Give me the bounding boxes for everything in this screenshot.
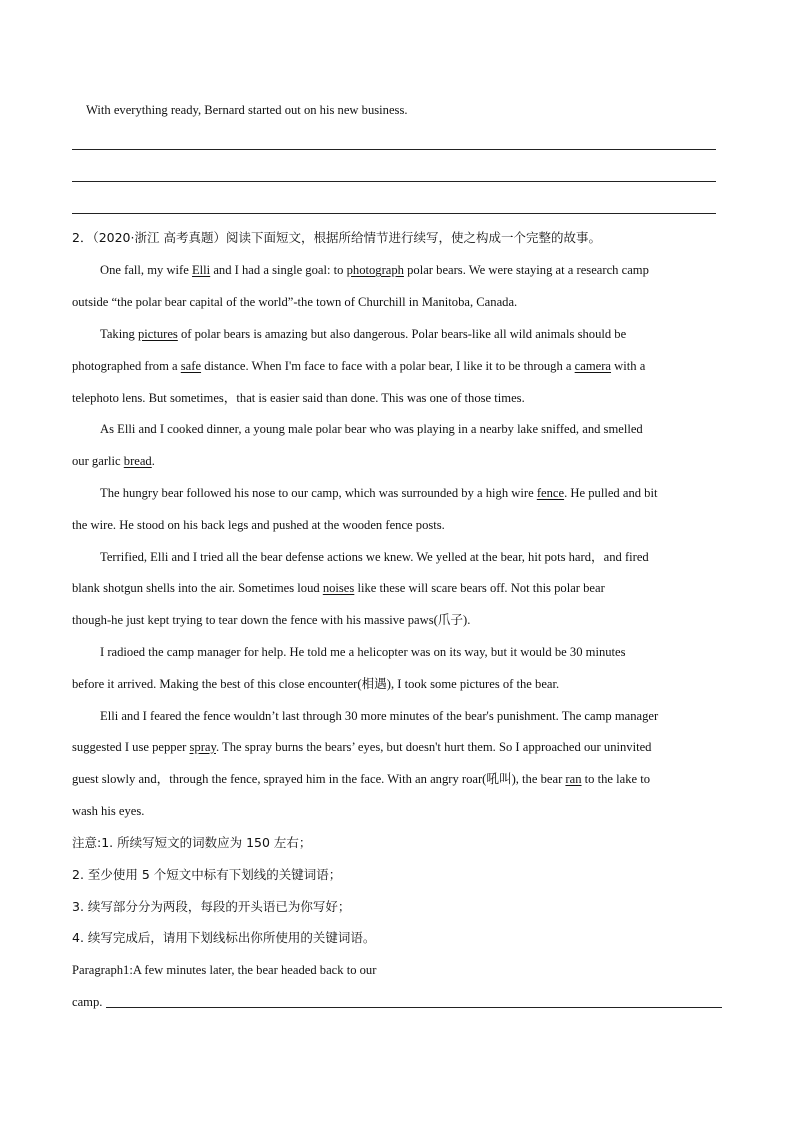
story-line: outside “the polar bear capital of the world”-the town of Churchill in Manitoba, Canada. xyxy=(72,295,518,309)
answer-line xyxy=(72,181,716,182)
question-heading: 2．（2020·浙江 高考真题）阅读下面短文，根据所给情节进行续写，使之构成一个完整的故事。 xyxy=(72,230,601,245)
story-line: before it arrived. Making the best of this close encounter(相遇), I took some pictures of the bear. xyxy=(72,677,560,691)
paragraph1-prompt: Paragraph1:A few minutes later, the bear headed back to our xyxy=(72,963,377,977)
keyword: bread xyxy=(123,454,152,468)
story-line: telephoto lens. But sometimes，that is easier said than done. This was one of those times. xyxy=(72,391,525,405)
story-line: suggested I use pepper spray. The spray burns the bears’ eyes, but doesn't hurt them. So I approached our uninvited xyxy=(72,740,652,754)
paragraph1-prompt-cont: camp. xyxy=(72,995,103,1009)
story-line: our garlic bread. xyxy=(72,454,155,468)
answer-blank[interactable] xyxy=(106,1007,722,1008)
story-line: blank shotgun shells into the air. Sometimes loud noises like these will scare bears off. Not this polar bear xyxy=(72,581,605,595)
story-line: wash his eyes. xyxy=(72,804,145,818)
keyword: spray xyxy=(189,740,216,754)
keyword: fence xyxy=(536,486,565,500)
answer-line xyxy=(72,149,716,150)
story-line: The hungry bear followed his nose to our camp, which was surrounded by a high wire fence. He pulled and bit xyxy=(100,486,658,500)
note-line: 注意:1. 所续写短文的词数应为 150 左右； xyxy=(72,835,312,850)
note-line: 4. 续写完成后，请用下划线标出你所使用的关键词语。 xyxy=(72,930,376,945)
intro-sentence: With everything ready, Bernard started out on his new business. xyxy=(86,103,408,117)
keyword: pictures xyxy=(137,327,178,341)
answer-line xyxy=(72,213,716,214)
story-line: photographed from a safe distance. When I'm face to face with a polar bear, I like it to be through a camera with a xyxy=(72,359,646,373)
note-line: 3. 续写部分分为两段，每段的开头语已为你写好； xyxy=(72,899,351,914)
story-line: Terrified, Elli and I tried all the bear defense actions we knew. We yelled at the bear, hit pots hard，and fired xyxy=(100,550,649,564)
story-line: though-he just kept trying to tear down the fence with his massive paws(爪子). xyxy=(72,613,471,627)
story-line: the wire. He stood on his back legs and pushed at the wooden fence posts. xyxy=(72,518,445,532)
keyword: safe xyxy=(180,359,202,373)
keyword: noises xyxy=(322,581,355,595)
keyword: photograph xyxy=(346,263,404,277)
keyword: Elli xyxy=(191,263,211,277)
story-line: guest slowly and，through the fence, sprayed him in the face. With an angry roar(吼叫), the bear ran to the lake to xyxy=(72,772,651,786)
story-line: Taking pictures of polar bears is amazing but also dangerous. Polar bears-like all wild animals should be xyxy=(100,327,627,341)
story-line: One fall, my wife Elli and I had a single goal: to photograph polar bears. We were staying at a research camp xyxy=(100,263,649,277)
story-line: I radioed the camp manager for help. He told me a helicopter was on its way, but it would be 30 minutes xyxy=(100,645,626,659)
story-line: As Elli and I cooked dinner, a young male polar bear who was playing in a nearby lake sniffed, and smelled xyxy=(100,422,643,436)
keyword: ran xyxy=(565,772,582,786)
note-line: 2. 至少使用 5 个短文中标有下划线的关键词语； xyxy=(72,867,342,882)
keyword: camera xyxy=(574,359,612,373)
story-line: Elli and I feared the fence wouldn’t last through 30 more minutes of the bear's punishment. The camp manager xyxy=(100,709,659,723)
